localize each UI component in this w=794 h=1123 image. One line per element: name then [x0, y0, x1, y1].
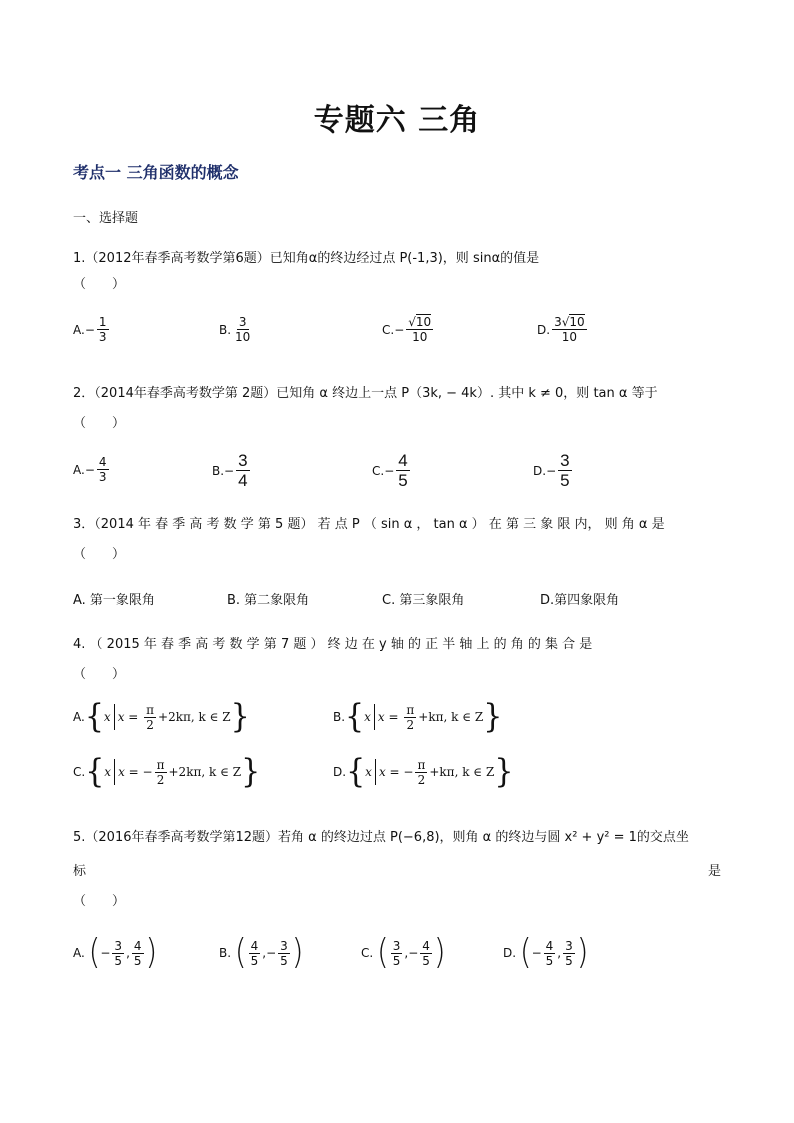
- question-1-option-c: [382, 316, 435, 343]
- numerator: 1: [98, 315, 107, 329]
- right-paren: ): [291, 932, 304, 973]
- left-paren: (: [519, 932, 532, 973]
- minus-sign: −: [384, 463, 395, 478]
- minus-sign: −: [531, 946, 542, 960]
- minus-sign: −: [84, 322, 95, 337]
- fraction: [544, 940, 556, 967]
- option-label: A.: [73, 462, 85, 477]
- question-5-option-d: [503, 932, 589, 973]
- option-label: A.: [73, 322, 85, 337]
- question-1-answer-blank: （ ）: [73, 277, 126, 292]
- divider-bar: [375, 759, 376, 785]
- fraction: [233, 316, 252, 343]
- numerator: 3: [392, 938, 401, 953]
- question-4-option-b: [333, 697, 503, 736]
- fraction: [563, 940, 575, 967]
- equals-sign: =: [124, 710, 143, 724]
- option-label: B.: [212, 463, 225, 478]
- left-brace: {: [346, 752, 366, 791]
- question-3-stem: 3．（2014 年 春 季 高 考 数 学 第 5 题） 若 点 P （ sin α ， tan α ） 在 第 三 象 限 内， 则 角 α 是: [73, 517, 665, 532]
- fraction: [236, 452, 249, 489]
- numerator: 4: [133, 938, 142, 953]
- fraction: [144, 704, 156, 731]
- numerator: π: [406, 702, 415, 717]
- option-label: B.: [333, 710, 346, 724]
- variable-x: x: [377, 710, 385, 724]
- minus-sign: −: [100, 946, 111, 960]
- option-label: D.: [503, 946, 520, 960]
- page-title: 专题六 三角: [313, 103, 481, 138]
- comma: ,: [404, 946, 409, 960]
- numerator: √10: [408, 315, 432, 329]
- radicand: 10: [415, 315, 432, 329]
- fraction: [155, 759, 167, 786]
- option-label: C.: [372, 463, 385, 478]
- fraction: [420, 940, 432, 967]
- variable-x: x: [378, 765, 386, 779]
- denominator: 4: [238, 471, 248, 490]
- denominator: 5: [114, 953, 123, 968]
- set-expression: [345, 697, 503, 736]
- fraction: [415, 759, 427, 786]
- minus-sign: −: [84, 462, 95, 477]
- question-4-stem: 4. （ 2015 年 春 季 高 考 数 学 第 7 题 ） 终 边 在 y 轴 的 正 半 轴 上 的 角 的 集 合 是: [73, 637, 593, 652]
- question-1-stem: 1.（2012年春季高考数学第6题）已知角α的终边经过点 P(-1,3)，则 sinα的值是: [73, 251, 540, 266]
- question-2-answer-blank: （ ）: [73, 416, 126, 431]
- right-brace: }: [483, 697, 503, 736]
- question-2-option-d: [533, 452, 574, 489]
- question-3-answer-blank: （ ）: [73, 547, 126, 562]
- variable-x: x: [103, 710, 111, 724]
- left-paren: (: [88, 932, 101, 973]
- denominator: 5: [565, 953, 573, 968]
- comma: ,: [262, 946, 267, 960]
- option-label: A.: [73, 946, 89, 960]
- numerator: 3: [238, 315, 247, 329]
- denominator: 5: [545, 953, 554, 968]
- divider-bar: [114, 704, 115, 730]
- variable-x: x: [364, 710, 371, 724]
- question-4-option-a: [73, 697, 250, 736]
- set-tail: +2kπ, k ∈ Z: [168, 765, 242, 779]
- fraction: [249, 940, 261, 967]
- question-5-option-c: [361, 932, 446, 973]
- right-brace: }: [230, 697, 250, 736]
- question-1-option-a: [73, 316, 111, 343]
- denominator: 2: [406, 717, 415, 732]
- numerator: 3: [238, 451, 248, 470]
- set-expression: [346, 752, 514, 791]
- option-label: B.: [219, 322, 232, 337]
- equals-sign: = −: [385, 765, 414, 779]
- option-label: A.: [73, 710, 85, 724]
- option-label: C.: [361, 946, 378, 960]
- fraction: [396, 452, 409, 489]
- variable-x: x: [117, 710, 125, 724]
- denominator: 10: [412, 330, 428, 344]
- numerator: 3: [560, 451, 570, 470]
- fraction: [558, 452, 571, 489]
- denominator: 3: [98, 470, 107, 484]
- set-expression: [84, 697, 250, 736]
- denominator: 2: [417, 772, 426, 787]
- question-2-option-c: [372, 452, 412, 489]
- numerator: 4: [98, 455, 107, 469]
- left-brace: {: [85, 752, 105, 791]
- denominator: 5: [422, 953, 430, 968]
- denominator: 2: [156, 772, 165, 787]
- question-5-stem: 5.（2016年春季高考数学第12题）若角 α 的终边过点 P(−6,8)，则角 α 的终边与圆 x² + y² = 1的交点坐: [73, 830, 689, 845]
- minus-sign: −: [546, 463, 557, 478]
- divider-bar: [374, 704, 375, 730]
- comma: ,: [557, 946, 562, 960]
- option-label: C.: [73, 765, 86, 779]
- fraction: [278, 940, 290, 967]
- denominator: 5: [392, 953, 401, 968]
- denominator: 5: [250, 953, 259, 968]
- question-3-option-d: D.第四象限角: [540, 593, 620, 608]
- question-1-option-b: [219, 316, 254, 343]
- question-2-option-b: [212, 452, 252, 489]
- left-brace: {: [345, 697, 365, 736]
- denominator: 10: [561, 330, 577, 344]
- right-brace: }: [494, 752, 514, 791]
- fraction: [132, 940, 144, 967]
- fraction: [97, 316, 109, 343]
- question-2-stem: 2．（2014年春季高考数学第 2题）已知角 α 终边上一点 P（3k, − 4k）. 其中 k ≠ 0，则 tan α 等于: [73, 386, 658, 401]
- question-4-option-d: [333, 752, 514, 791]
- question-1-option-d: [537, 316, 589, 343]
- denominator: 2: [146, 717, 154, 732]
- variable-x: x: [365, 765, 372, 779]
- numerator: 4: [545, 938, 554, 953]
- question-3-option-b: B. 第二象限角: [227, 593, 310, 608]
- numerator: 4: [422, 938, 430, 953]
- fraction: [404, 704, 416, 731]
- question-5-stem-end: 是: [708, 864, 722, 879]
- right-brace: }: [241, 752, 261, 791]
- numerator: 4: [398, 451, 408, 470]
- numerator: 3: [280, 938, 288, 953]
- left-brace: {: [84, 697, 104, 736]
- denominator: 5: [280, 953, 288, 968]
- question-5-stem-continued: 标: [73, 864, 87, 879]
- option-label: D.: [533, 463, 547, 478]
- question-3-option-a: A. 第一象限角: [73, 593, 155, 608]
- numerator: 4: [250, 938, 259, 953]
- denominator: 5: [133, 953, 142, 968]
- set-tail: +2kπ, k ∈ Z: [158, 710, 231, 724]
- radicand: 10: [569, 315, 585, 329]
- question-4-answer-blank: （ ）: [73, 667, 126, 682]
- equals-sign: =: [384, 710, 403, 724]
- denominator: 5: [398, 471, 408, 490]
- fraction: [406, 316, 433, 343]
- option-label: B.: [219, 946, 235, 960]
- part-heading: 一、选择题: [73, 211, 139, 226]
- right-paren: ): [433, 932, 446, 973]
- numerator: 3: [565, 938, 573, 953]
- minus-sign: −: [266, 946, 277, 960]
- option-label: D.: [537, 322, 551, 337]
- set-expression: [85, 752, 261, 791]
- equals-sign: = −: [124, 765, 153, 779]
- minus-sign: −: [224, 463, 235, 478]
- set-tail: +kπ, k ∈ Z: [418, 710, 484, 724]
- divider-bar: [114, 759, 115, 785]
- minus-sign: −: [408, 946, 419, 960]
- question-3-option-c: C. 第三象限角: [382, 593, 465, 608]
- numerator: π: [417, 757, 426, 772]
- left-paren: (: [377, 932, 389, 973]
- minus-sign: −: [394, 322, 405, 337]
- numerator: π: [156, 757, 165, 772]
- fraction: [391, 940, 403, 967]
- option-label: C.: [382, 322, 395, 337]
- question-2-option-a: [73, 456, 111, 483]
- numerator: 3√10: [554, 315, 585, 329]
- denominator: 5: [560, 471, 570, 490]
- question-4-option-c: [73, 752, 261, 791]
- fraction: [112, 940, 124, 967]
- right-paren: ): [576, 932, 589, 973]
- set-tail: +kπ, k ∈ Z: [429, 765, 495, 779]
- comma: ,: [126, 946, 130, 960]
- question-5-answer-blank: （ ）: [73, 894, 126, 909]
- denominator: 10: [235, 330, 251, 344]
- denominator: 3: [98, 330, 107, 344]
- question-5-option-b: [219, 932, 304, 973]
- section-heading: 考点一 三角函数的概念: [73, 163, 239, 182]
- question-5-option-a: [73, 932, 158, 973]
- numerator: π: [146, 702, 155, 717]
- variable-x: x: [118, 765, 125, 779]
- fraction: [97, 456, 109, 483]
- numerator: 3: [114, 938, 123, 953]
- left-paren: (: [234, 932, 247, 973]
- fraction: [552, 316, 587, 343]
- option-label: D.: [333, 765, 347, 779]
- right-paren: ): [145, 932, 158, 973]
- variable-x: x: [104, 765, 112, 779]
